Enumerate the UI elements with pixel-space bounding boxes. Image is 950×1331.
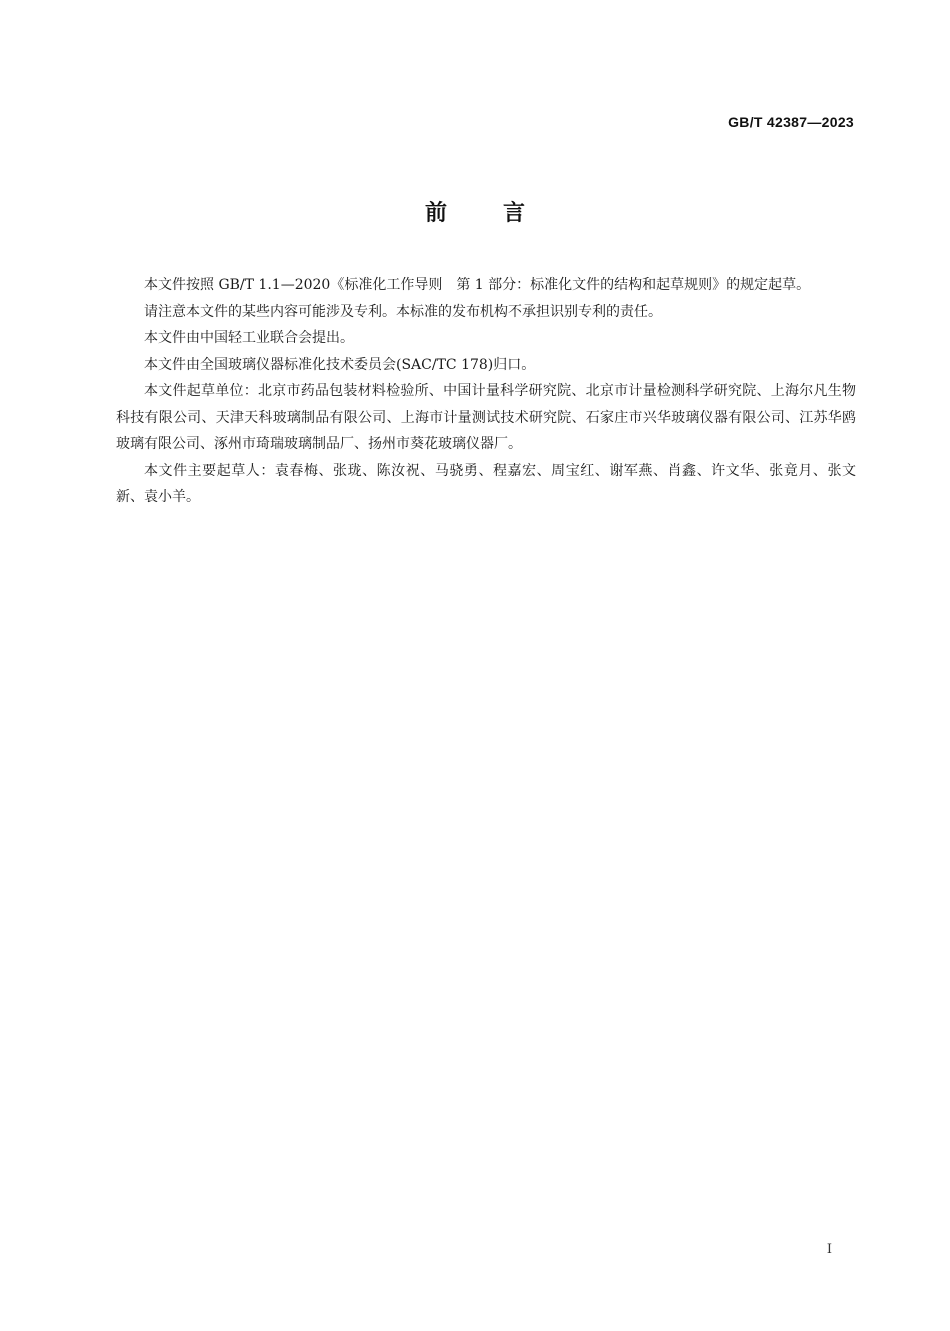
section-title: 前言: [424, 201, 581, 226]
paragraph-drafting-organizations: 本文件起草单位：北京市药品包装材料检验所、中国计量科学研究院、北京市计量检测科学研究院、上海尔凡生物科技有限公司、天津天科玻璃制品有限公司、上海市计量测试技术研究院、石家庄市兴华玻璃仪器有限公司、江苏华鸥玻璃有限公司、涿州市琦瑞玻璃制品厂、扬州市葵花玻璃仪器厂。: [116, 383, 856, 452]
page-number: I: [826, 1242, 832, 1257]
paragraph-drafting-rules: 本文件按照 GB/T 1.1—2020《标准化工作导则 第 1 部分：标准化文件的结构和起草规则》的规定起草。: [144, 277, 811, 293]
paragraph-main-drafters: 本文件主要起草人：袁春梅、张珑、陈汝祝、马骁勇、程嘉宏、周宝红、谢军燕、肖鑫、许文华、张竟月、张文新、袁小羊。: [116, 462, 856, 505]
paragraph-administered-by: 本文件由全国玻璃仪器标准化技术委员会(SAC/TC 178)归口。: [144, 356, 536, 373]
standard-number: GB/T 42387—2023: [728, 114, 854, 130]
foreword-body: [116, 272, 856, 511]
paragraph-proposed-by: 本文件由中国轻工业联合会提出。: [144, 330, 354, 346]
paragraph-patent-notice: 请注意本文件的某些内容可能涉及专利。本标准的发布机构不承担识别专利的责任。: [144, 303, 662, 320]
